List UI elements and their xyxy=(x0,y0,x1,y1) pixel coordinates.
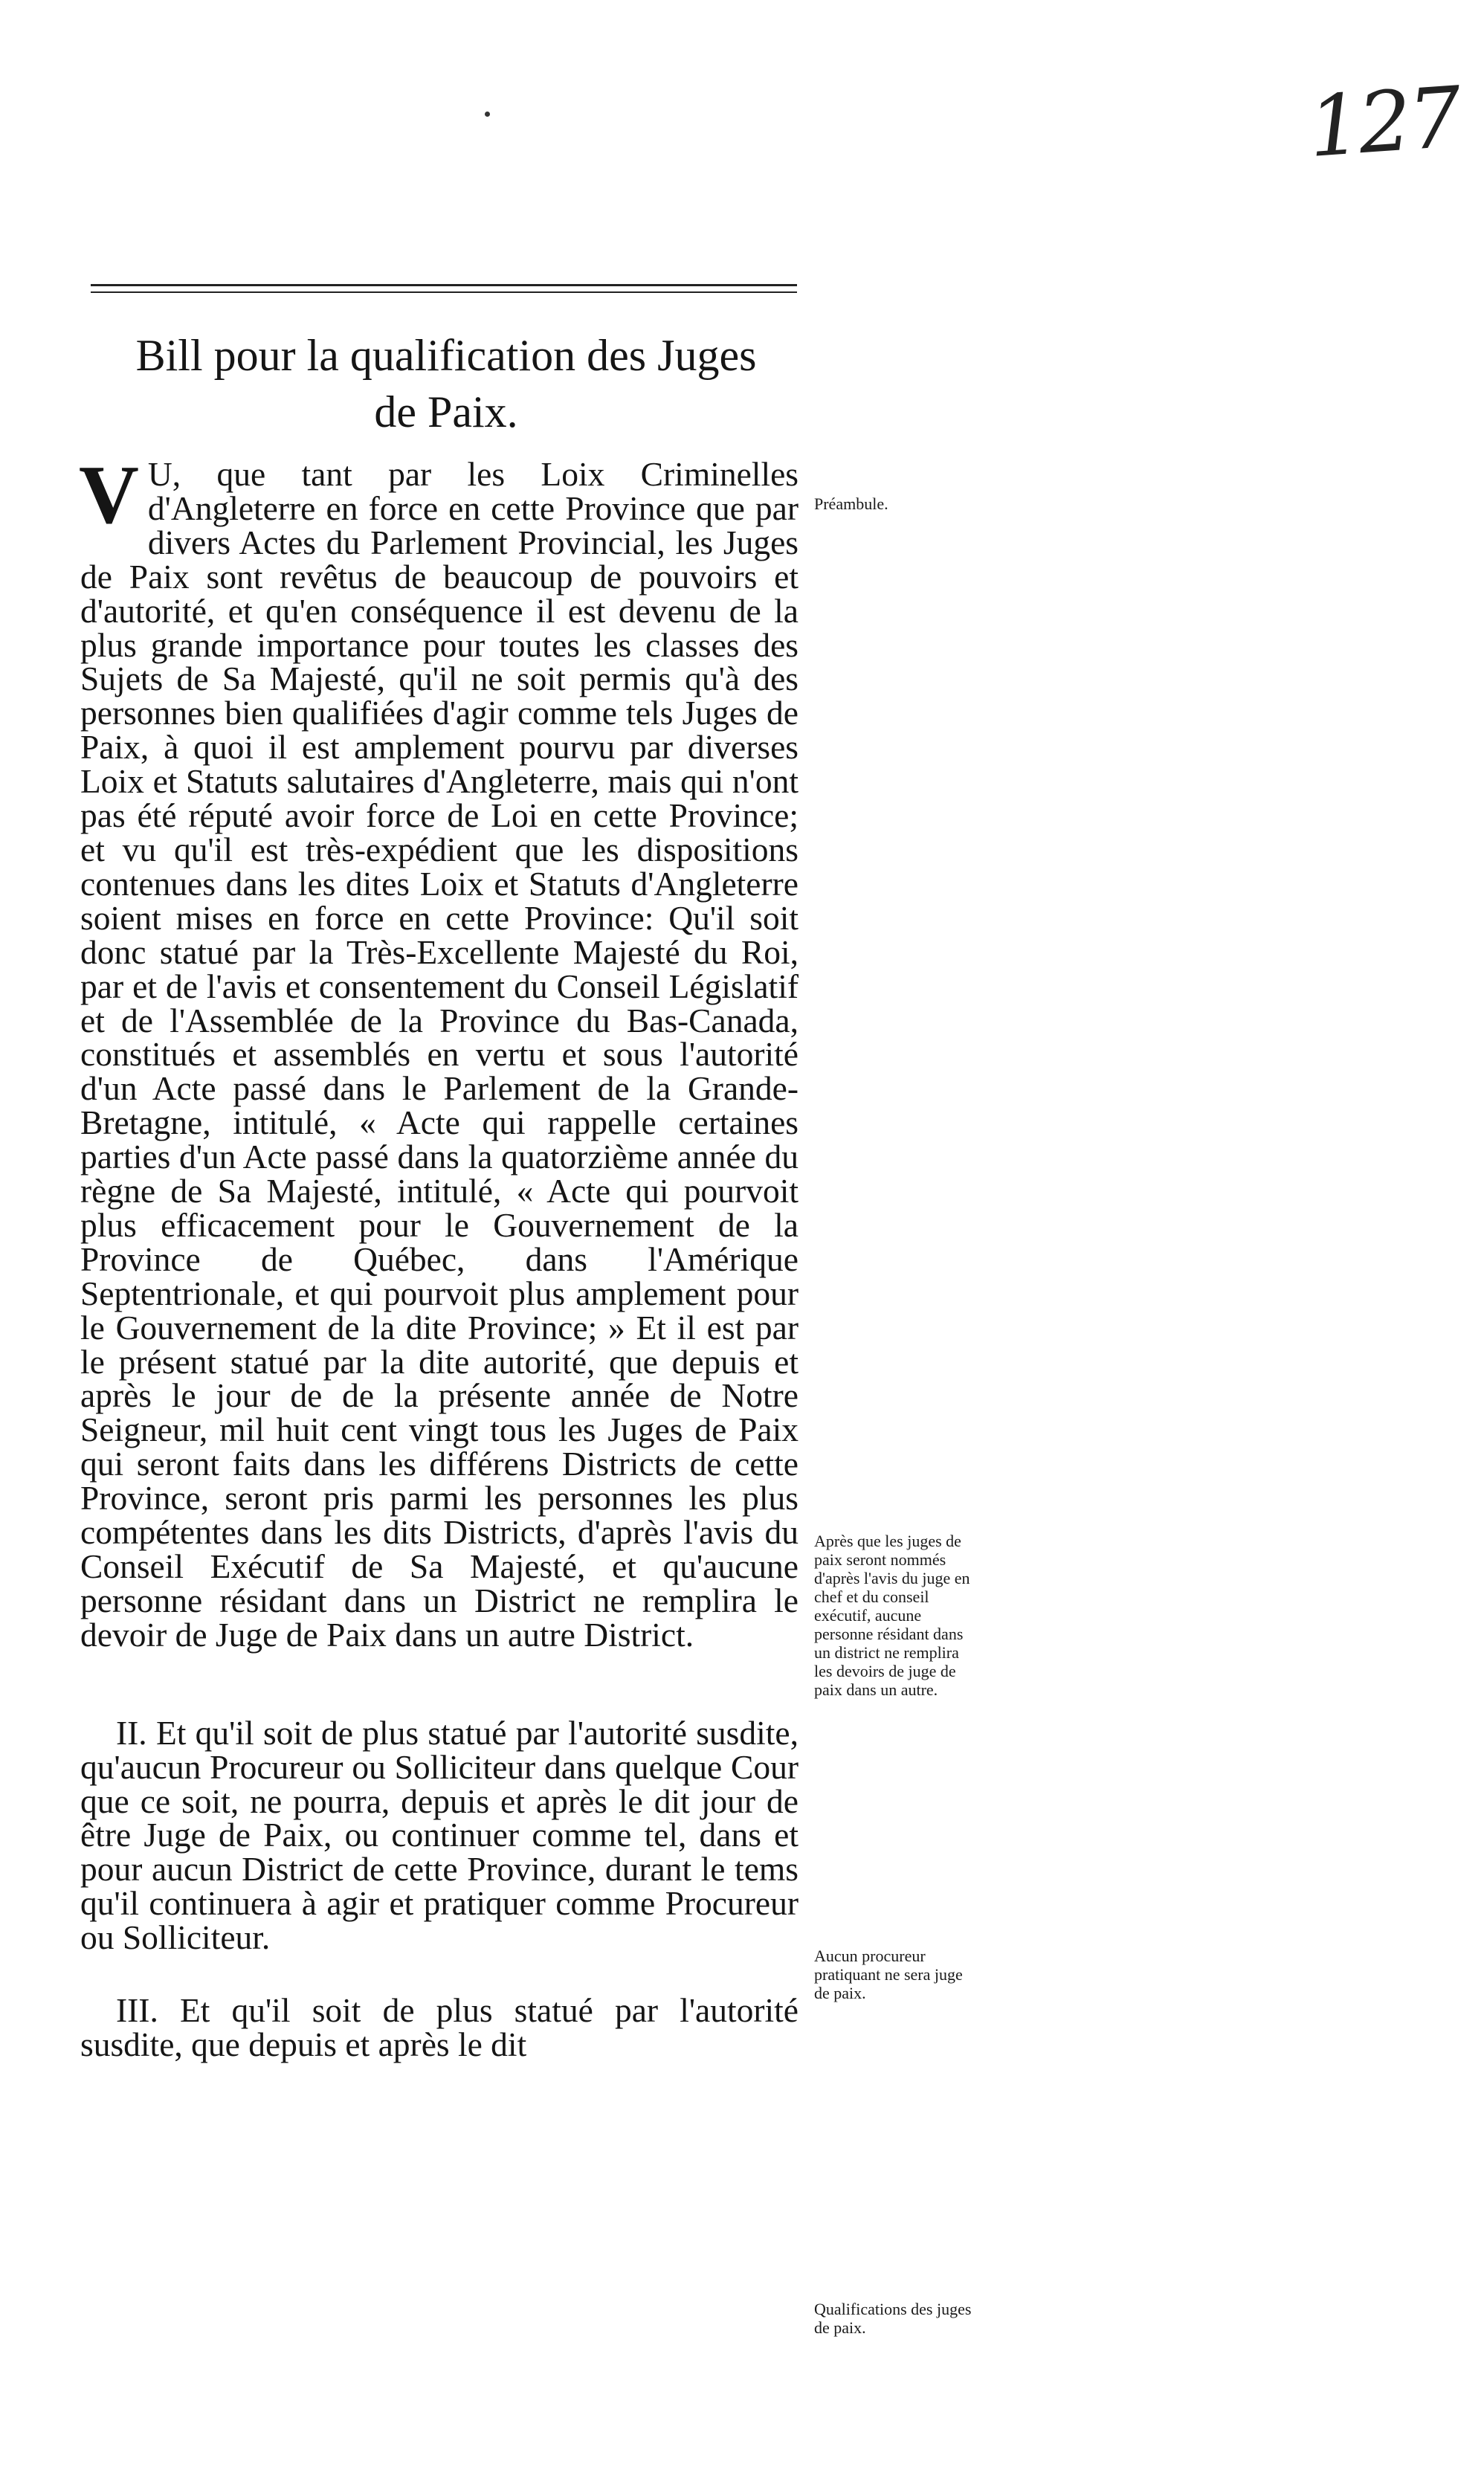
section-three-paragraph: III. Et qu'il soit de plus statué par l'autorité susdite, que depuis et après le dit xyxy=(80,1991,799,2063)
margin-note-qualifications: Qualifications des juges de paix. xyxy=(814,2300,972,2337)
section-two-paragraph: II. Et qu'il soit de plus statué par l'autorité susdite, qu'aucun Procureur ou Solliciteur dans quelque Cour que ce soit, ne pourra, depuis et après le dit jour de être Juge de Paix, ou continuer comme tel, dans et pour aucun District de cette Province, durant le tems qu'il continuera à agir et pratiquer comme Procureur ou Solliciteur. xyxy=(80,1713,799,1957)
margin-note-preamble: Préambule. xyxy=(814,494,888,513)
margin-note-appointment: Après que les juges de paix seront nommés d'après l'avis du juge en chef et du conseil exécutif, aucune personne résidant dans un district ne remplira les devoirs de juge de paix dans un autre. xyxy=(814,1532,970,1699)
margin-note-procureur: Aucun procureur pratiquant ne sera juge de paix. xyxy=(814,1947,963,2002)
ink-dot xyxy=(485,112,490,117)
bill-title-line2: de Paix. xyxy=(374,387,518,436)
bill-body xyxy=(79,449,799,2063)
header-rule-second xyxy=(91,291,797,293)
header-rule xyxy=(91,284,797,286)
preamble-text: U, que tant par les Loix Criminelles d'Angleterre en force en cette Province que par divers Actes du Parlement Provincial, les Juges de Paix sont revêtus de beaucoup de pouvoirs et d'autorité, et qu'en conséquence il est devenu de la plus grande importance pour toutes les classes des Sujets de Sa Majesté, qu'il ne soit permis qu'à des personnes bien qualifiées d'agir comme tels Juges de Paix, à quoi il est amplement pourvu par diverses Loix et Statuts salutaires d'Angleterre, mais qui n'ont pas été réputé avoir force de Loi en cette Province; et vu qu'il est très-expédient que les dispositions contenues dans les dites Loix et Statuts d'Angleterre soient mises en force en cette Province: Qu'il soit donc statué par la Très-Excellente Majesté du Roi, par et de l'avis et consentement du Conseil Législatif et de l'Assemblée de la Province du Bas-Canada, constitués et assemblés en vertu et sous l'autorité d'un Acte passé dans le Parlement de la Grande-Bretagne, intitulé, « Acte qui rappelle certaines parties d'un Acte passé dans la quatorzième année du règne de Sa Majesté, intitulé, « Acte qui pourvoit plus efficacement pour le Gouvernement de la Province de Québec, dans l'Amérique Septentrionale, et qui pourvoit plus amplement pour le Gouvernement de la dite Province; » Et il est par le présent statué par la dite autorité, que depuis et après le jour de de la présente année de Notre Seigneur, mil huit cent vingt tous les Juges de Paix qui seront faits dans les différens Districts de cette Province, seront pris parmi les personnes les plus compétentes dans les dits Districts, d'après l'avis du Conseil Exécutif de Sa Majesté, et qu'aucune personne résidant dans un District ne remplira le devoir de Juge de Paix dans un autre District. xyxy=(80,455,799,1654)
page-number: 127 xyxy=(1305,69,1462,176)
bill-title-line1: Bill pour la qualification des Juges xyxy=(135,331,757,380)
bill-title xyxy=(74,327,818,440)
drop-cap: V xyxy=(79,449,139,541)
preamble-paragraph xyxy=(79,449,799,1654)
